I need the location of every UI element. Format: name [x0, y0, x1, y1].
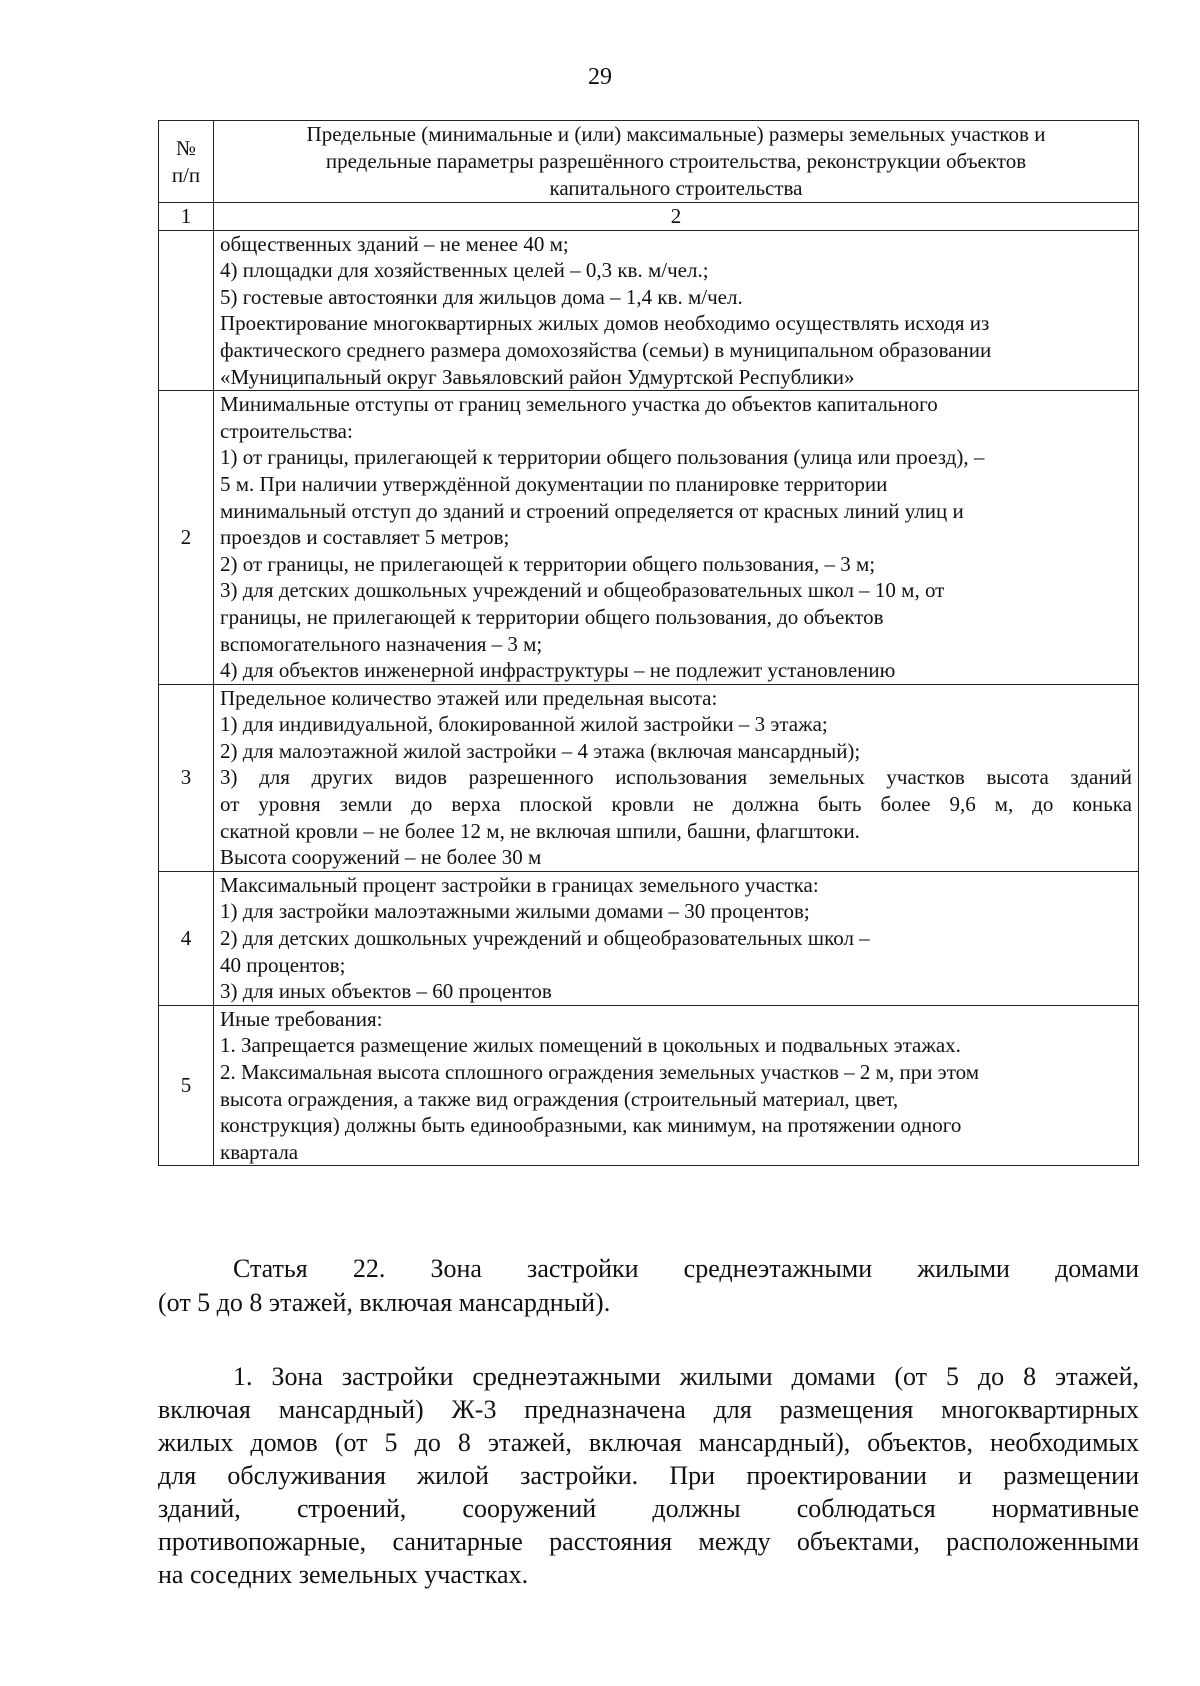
row-line: минимальный отступ до зданий и строений определяется от красных линий улиц и: [220, 498, 964, 523]
index-cell-2: 2: [214, 203, 1139, 231]
row-number: 2: [159, 391, 214, 685]
row-text: [214, 871, 1139, 1005]
header-number-line: №: [175, 135, 197, 160]
row-line: 1) от границы, прилегающей к территории общего пользования (улица или проезд), –: [220, 445, 985, 470]
paragraph-line: на соседних земельных участках.: [158, 1560, 529, 1589]
row-line: квартала: [220, 1139, 299, 1164]
row-line: строительства:: [220, 418, 353, 443]
row-line: 1) для застройки малоэтажными жилыми домами – 30 процентов;: [220, 899, 810, 924]
row-text: [214, 1005, 1139, 1166]
table-header-row: [159, 121, 1139, 203]
row-line: общественных зданий – не менее 40 м;: [220, 231, 569, 256]
row-line: высота ограждения, а также вид ограждения (строительный материал, цвет,: [220, 1086, 899, 1111]
header-title-line: предельные параметры разрешённого строительства, реконструкции объектов: [325, 149, 1027, 173]
row-line: Максимальный процент застройки в границах земельного участка:: [220, 872, 819, 897]
row-line: проездов и составляет 5 метров;: [220, 525, 510, 550]
row-line: 4) для объектов инженерной инфраструктуры – не подлежит установлению: [220, 658, 896, 683]
row-line: 1) для индивидуальной, блокированной жилой застройки – 3 этажа;: [220, 712, 828, 737]
row-line: 2) для детских дошкольных учреждений и общеобразовательных школ –: [220, 926, 870, 951]
index-cell-1: 1: [159, 203, 214, 231]
article-heading-line: (от 5 до 8 этажей, включая мансардный).: [158, 1288, 611, 1317]
row-line: 1. Запрещается размещение жилых помещений в цокольных и подвальных этажах.: [220, 1033, 961, 1058]
row-line: Предельное количество этажей или предельная высота:: [220, 685, 718, 710]
row-line: вспомогательного назначения – 3 м;: [220, 631, 543, 656]
row-text: [214, 684, 1139, 871]
row-line: 2. Максимальная высота сплошного ограждения земельных участков – 2 м, при этом: [220, 1060, 979, 1084]
row-line: границы, не прилегающей к территории общего пользования, до объектов: [220, 604, 884, 629]
header-title-line: Предельные (минимальные и (или) максимальные) размеры земельных участков и: [306, 122, 1046, 146]
article-heading: [158, 1252, 1139, 1320]
paragraph-line: противопожарные, санитарные расстояния между объектами, расположенными: [158, 1527, 1139, 1556]
row-line: фактического среднего размера домохозяйства (семьи) в муниципальном образовании: [220, 337, 992, 362]
row-number: 3: [159, 684, 214, 871]
article-paragraph: [158, 1360, 1139, 1591]
table-row: [159, 230, 1139, 391]
row-line: 3) для иных объектов – 60 процентов: [220, 979, 552, 1004]
paragraph-line: для обслуживания жилой застройки. При проектировании и размещении: [158, 1461, 1139, 1490]
paragraph-line: 1. Зона застройки среднеэтажными жилыми домами (от 5 до 8 этажей,: [233, 1362, 1139, 1391]
table-row: [159, 1005, 1139, 1166]
header-number-line: п/п: [171, 162, 201, 187]
row-line: Минимальные отступы от границ земельного участка до объектов капитального: [220, 392, 938, 417]
row-text: [214, 391, 1139, 685]
row-number: 4: [159, 871, 214, 1005]
row-line: Иные требования:: [220, 1006, 383, 1031]
row-line: 5) гостевые автостоянки для жильцов дома – 1,4 кв. м/чел.: [220, 284, 743, 309]
row-line: от уровня земли до верха плоской кровли не должна быть более 9,6 м, до конька: [220, 792, 1132, 817]
row-line: скатной кровли – не более 12 м, не включая шпили, башни, флагштоки.: [220, 818, 860, 843]
page-number: 29: [588, 64, 612, 90]
paragraph-line: включая мансардный) Ж-3 предназначена для размещения многоквартирных: [158, 1395, 1139, 1424]
row-number: 5: [159, 1005, 214, 1166]
row-line: 3) для детских дошкольных учреждений и общеобразовательных школ – 10 м, от: [220, 578, 945, 603]
row-number: [159, 230, 214, 391]
row-line: конструкция) должны быть единообразными, как минимум, на протяжении одного: [220, 1113, 962, 1138]
row-line: 40 процентов;: [220, 952, 346, 977]
table-index-row: [159, 203, 1139, 231]
row-line: 2) от границы, не прилегающей к территории общего пользования, – 3 м;: [220, 551, 876, 576]
row-line: 5 м. При наличии утверждённой документации по планировке территории: [220, 471, 888, 496]
row-line: «Муниципальный округ Завьяловский район Удмуртской Республики»: [220, 364, 855, 389]
row-text: [214, 230, 1139, 391]
row-line: Высота сооружений – не более 30 м: [220, 845, 542, 870]
row-line: 2) для малоэтажной жилой застройки – 4 этажа (включая мансардный);: [220, 738, 861, 763]
paragraph-line: зданий, строений, сооружений должны соблюдаться нормативные: [158, 1494, 1139, 1523]
row-line: 4) площадки для хозяйственных целей – 0,3 кв. м/чел.;: [220, 258, 709, 283]
table-row: [159, 391, 1139, 685]
article-heading-line: Статья 22. Зона застройки среднеэтажными жилыми домами: [233, 1254, 1139, 1283]
row-line: 3) для других видов разрешенного использования земельных участков высота зданий: [220, 765, 1132, 790]
header-title-cell: [214, 121, 1139, 203]
paragraph-line: жилых домов (от 5 до 8 этажей, включая мансардный), объектов, необходимых: [158, 1428, 1139, 1457]
row-line: Проектирование многоквартирных жилых домов необходимо осуществлять исходя из: [220, 311, 990, 336]
table-row: [159, 871, 1139, 1005]
header-number-cell: [159, 121, 214, 203]
parameters-table: [158, 120, 1139, 1166]
table-row: [159, 684, 1139, 871]
header-title-line: капитального строительства: [549, 176, 803, 200]
